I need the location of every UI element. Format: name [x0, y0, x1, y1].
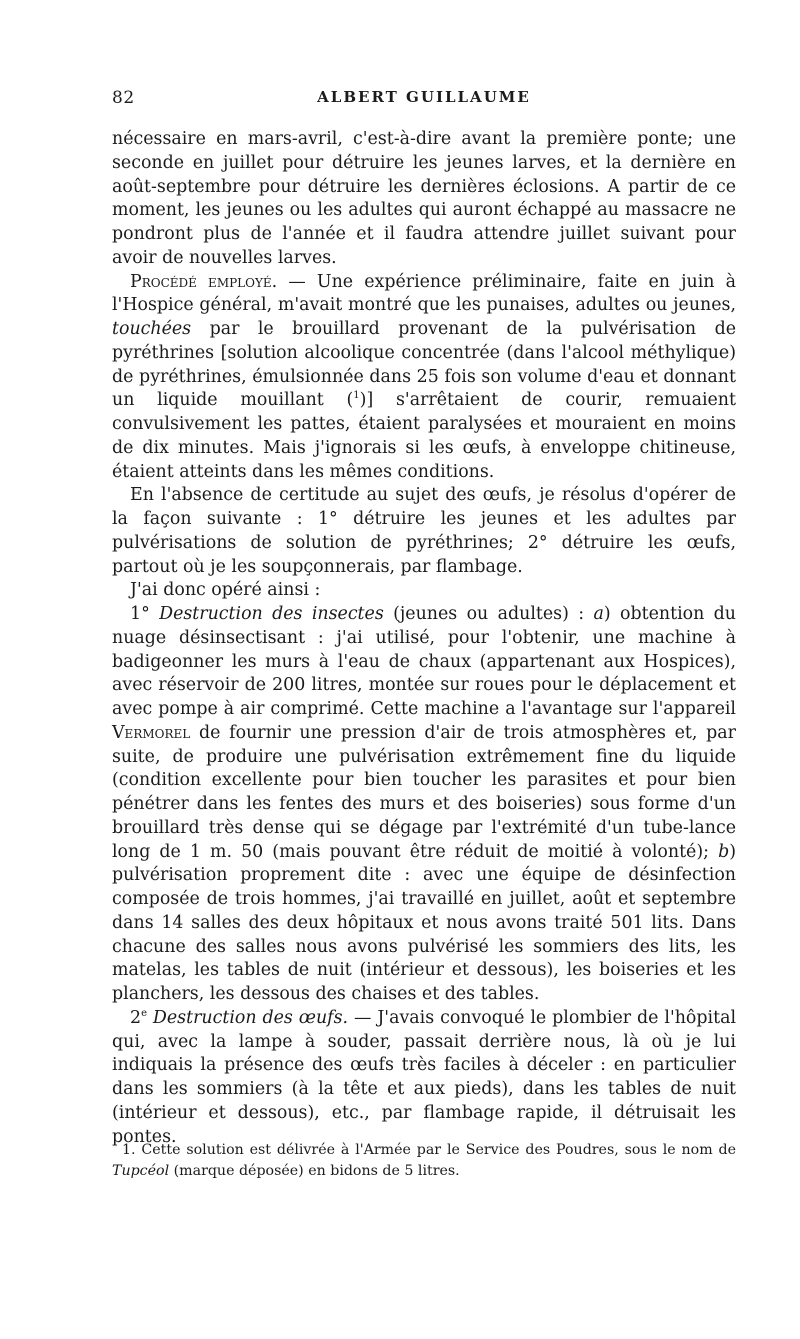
product-name-tupceol: Tupcéol [112, 1163, 170, 1179]
footnotes [112, 1140, 736, 1182]
paragraph-method: En l'absence de certitude au sujet des œufs, je résolus d'opérer de la façon suivante : 1° détruire les jeunes et les adultes par pulvérisations de solution de pyréthrines; 2° détruire les œufs, partout où je les soupçonnerais, par flambage. [112, 485, 736, 577]
paragraph-operation-intro: J'ai donc opéré ainsi : [130, 580, 321, 601]
subheading-destruction-oeufs: Destruction des œufs. [147, 1007, 349, 1028]
section-heading-procede: Procédé employé. [130, 271, 278, 292]
paragraph-destruction-insectes: 1° Destruction des insectes (jeunes ou adultes) : a) obtention du nuage désinsectisant : j'ai utilisé, pour l'obtenir, une machine à badigeonner les murs à l'eau de chaux (appartenant aux Hospices), avec réservoir de 200 litres, montée sur roues pour le déplacement et avec pompe à air comprimé. Cette machine a l'avantage sur l'appareil Vermorel de fournir une pression d'air de trois atmosphères et, par suite, de produire une pulvérisation extrêmement fine du liquide (condition excellente pour bien toucher les parasites et pour bien pénétrer dans les fentes des murs et des boiseries) sous forme d'un brouillard très dense qui se dégage par l'extrémité d'un tube-lance long de 1 m. 50 (mais pouvant être réduit de moitié à volonté); b) pulvérisation proprement dite : avec une équipe de désinfection composée de trois hommes, j'ai travaillé en juillet, août et septembre dans 14 salles des deux hôpitaux et nous avons traité 501 lits. Dans chacune des salles nous avons pulvérisé les sommiers des lits, les matelas, les tables de nuit (intérieur et dessous), les boiseries et les planchers, les dessous des chaises et des tables. [112, 604, 736, 1004]
paragraph-destruction-oeufs: 2e Destruction des œufs. — J'avais convoqué le plombier de l'hôpital qui, avec la lampe à souder, passait derrière nous, là où je lui indiquais la présence des œufs très faciles à déceler : en particulier dans les sommiers (à la tête et aux pieds), dans les tables de nuit (intérieur et dessous), etc., par flambage rapide, il détruisait les pontes. [112, 1007, 737, 1147]
subheading-destruction-insectes: Destruction des insectes [159, 604, 384, 624]
footnote-reference: 1 [353, 390, 360, 402]
running-title: ALBERT GUILLAUME [317, 88, 531, 106]
paragraph-intro: nécessaire en mars-avril, c'est-à-dire avant la première ponte; une seconde en juillet pour détruire les jeunes larves, et la dernière en août-septembre pour détruire les dernières éclosions. A partir de ce moment, les jeunes ou les adultes qui auront échappé au massacre ne pondront plus de l'année et il faudra attendre juillet suivant pour avoir de nouvelles larves. [112, 129, 736, 268]
page-number: 82 [112, 88, 135, 108]
emphasis-touchees: touchées [112, 319, 192, 339]
name-vermorel: Vermorel [112, 722, 191, 743]
footnote-1: 1. Cette solution est délivrée à l'Armée par le Service des Poudres, sous le nom de Tupcéol (marque déposée) en bidons de 5 litres. [112, 1142, 736, 1179]
page-header [112, 88, 736, 112]
body-text [112, 128, 736, 1149]
paragraph-procede: Procédé employé. — Une expérience préliminaire, faite en juin à l'Hospice général, m'avait montré que les punaises, adultes ou jeunes, touchées par le brouillard provenant de la pulvérisation de pyréthrines [solution alcoolique concentrée (dans l'alcool méthylique) de pyréthrines, émulsionnée dans 25 fois son volume d'eau et donnant un liquide mouillant ($^1$)] s'arrêtaient de courir, remuaient convulsivement les pattes, étaient paralysées et mouraient en moins de dix minutes. Mais j'ignorais si les œufs, à enveloppe chitineuse, étaient atteints dans les mêmes conditions. [112, 271, 736, 482]
